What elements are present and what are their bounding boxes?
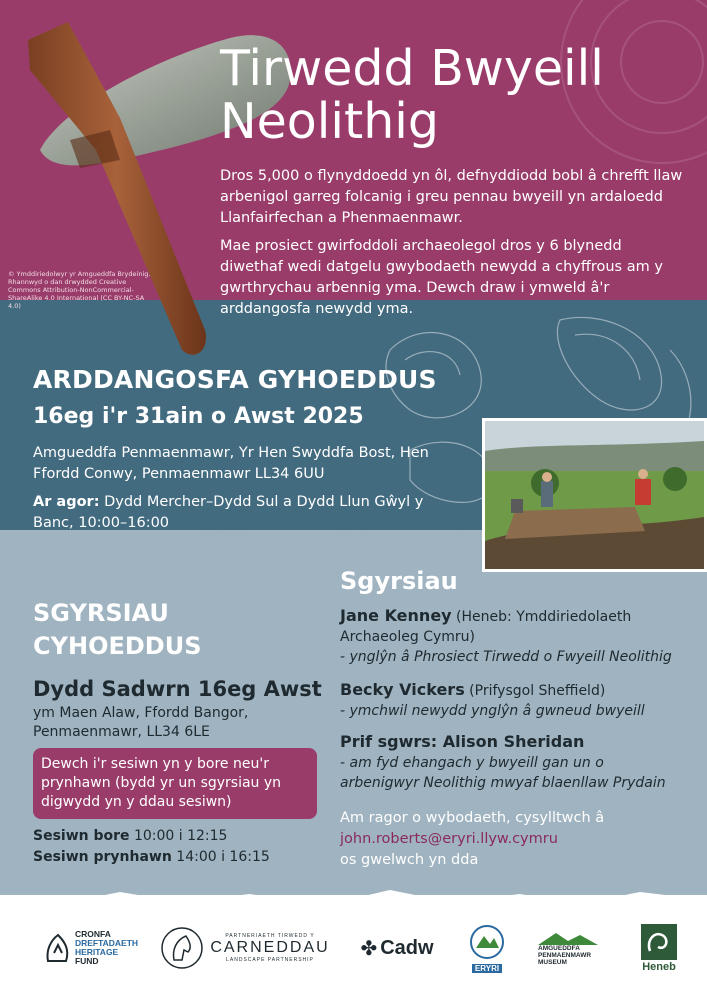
page-title (220, 42, 604, 148)
museum-line-3: MUSEUM (538, 958, 567, 966)
title-line-2: Neolithig (220, 93, 439, 150)
speaker-2-affiliation: (Prifysgol Sheffield) (469, 683, 606, 699)
eryri-logo (462, 918, 512, 978)
speaker-3-name: Prif sgwrs: Alison Sheridan (340, 732, 585, 751)
talks-venue: ym Maen Alaw, Ffordd Bangor, Penmaenmawr, LL34 6LE (33, 705, 249, 740)
heneb-name: Heneb (642, 961, 676, 973)
afternoon-session-time: 14:00 i 16:15 (176, 849, 270, 865)
contact-line-1: Am ragor o wybodaeth, cysylltwch â (340, 810, 605, 826)
swirl-pattern (620, 20, 704, 104)
heneb-emblem-icon (640, 923, 678, 961)
carneddau-logo (160, 918, 330, 978)
contact-line-3: os gwelwch yn dda (340, 852, 479, 868)
image-credit: © Ymddiriedolwyr yr Amgueddfa Brydeinig. Rhannwyd o dan drwydded Creative Commons Attribution-NonCommercial-ShareAlike 4.0 International (CC BY-NC-SA 4.0) (8, 270, 151, 310)
excavation-photo (482, 418, 707, 572)
cadw-logo (352, 918, 442, 978)
speaker-1-topic: - ynglŷn â Phrosiect Tirwedd o Fwyeill Neolithig (340, 649, 672, 665)
exhibition-opening-hours (33, 492, 453, 534)
museum-line-2: PENMAENMAWR (538, 951, 592, 959)
heritage-fund-logo (36, 918, 146, 978)
lottery-line-3: HERITAGE (74, 947, 119, 957)
morning-session-time: 10:00 i 12:15 (133, 828, 228, 844)
carneddau-name: CARNEDDAU (210, 939, 330, 956)
session-times (33, 826, 270, 868)
title-line-1: Tirwedd Bwyeill (220, 40, 604, 97)
lottery-line-1: CRONFA (74, 929, 111, 939)
eryri-emblem-icon (468, 924, 506, 964)
exhibition-dates: 16eg i'r 31ain o Awst 2025 (33, 404, 364, 429)
talks-heading (33, 597, 202, 663)
speaker-1 (340, 606, 680, 667)
speaker-3-topic: - am fyd ehangach y bwyeill gan un o arbenigwyr Neolithig mwyaf blaenllaw Prydain (340, 755, 666, 791)
contact-info (340, 808, 680, 871)
heneb-logo (632, 918, 686, 978)
speaker-2 (340, 680, 680, 721)
exhibition-venue: Amgueddfa Penmaenmawr, Yr Hen Swyddfa Bost, Hen Ffordd Conwy, Penmaenmawr LL34 6UU (33, 445, 429, 482)
contact-email-link[interactable]: john.roberts@eryri.llyw.cymru (340, 831, 558, 847)
morning-session-label: Sesiwn bore (33, 828, 130, 844)
speaker-1-name: Jane Kenney (340, 606, 452, 625)
carneddau-top-text: PARTNERIAETH TIRWEDD Y (225, 933, 315, 939)
speaker-3 (340, 732, 680, 793)
exhibition-heading: ARDDANGOSFA GYHOEDDUS (33, 365, 437, 394)
opening-text: Dydd Mercher–Dydd Sul a Dydd Llun Gŵyl y Banc, 10:00–16:00 (33, 494, 424, 531)
torn-edge-bottom (0, 878, 707, 918)
cadw-cross-icon: ✤ (360, 936, 378, 960)
talks-heading-line-1: SGYRSIAU (33, 599, 169, 627)
lottery-line-4: FUND (74, 956, 99, 966)
lottery-hands-icon (44, 931, 72, 965)
eryri-name: ERYRI (472, 964, 502, 973)
penmaenmawr-museum-logo (538, 918, 608, 978)
intro-paragraph-2: Mae prosiect gwirfoddoli archaeolegol dros y 6 blynedd diwethaf wedi datgelu gwybodaeth newydd a chyffrous am y gwrthrychau arbennig yma. Dewch draw i ymweld â'r arddangosfa newydd yma. (220, 238, 663, 317)
speaker-2-topic: - ymchwil newydd ynglŷn â gwneud bwyeill (340, 703, 645, 719)
session-notice: Dewch i'r sesiwn yn y bore neu'r prynhawn (bydd yr un sgyrsiau yn digwydd yn y ddau sesiwn) (33, 748, 317, 819)
opening-label: Ar agor: (33, 494, 100, 510)
cadw-name: Cadw (380, 936, 434, 959)
afternoon-session-label: Sesiwn prynhawn (33, 849, 172, 865)
speaker-2-name: Becky Vickers (340, 680, 465, 699)
horse-head-icon (160, 926, 204, 970)
speakers-heading: Sgyrsiau (340, 567, 458, 595)
museum-line-1: AMGUEDDFA (538, 944, 580, 952)
talks-date: Dydd Sadwrn 16eg Awst (33, 677, 322, 701)
speaker-1-affiliation: (Heneb: Ymddiriedolaeth Archaeoleg Cymru) (340, 609, 632, 645)
mountain-icon (538, 931, 598, 945)
intro-paragraph-1: Dros 5,000 o flynyddoedd yn ôl, defnyddiodd bobl â chrefft llaw arbenigol garreg folcanig i greu pennau bwyeill yn ardaloedd Llanfairfechan a Phenmaenmawr. (220, 168, 683, 226)
carneddau-bottom-text: LANDSCAPE PARTNERSHIP (226, 957, 314, 963)
lottery-line-2: DREFTADAETH (74, 938, 139, 948)
talks-heading-line-2: CYHOEDDUS (33, 632, 202, 660)
